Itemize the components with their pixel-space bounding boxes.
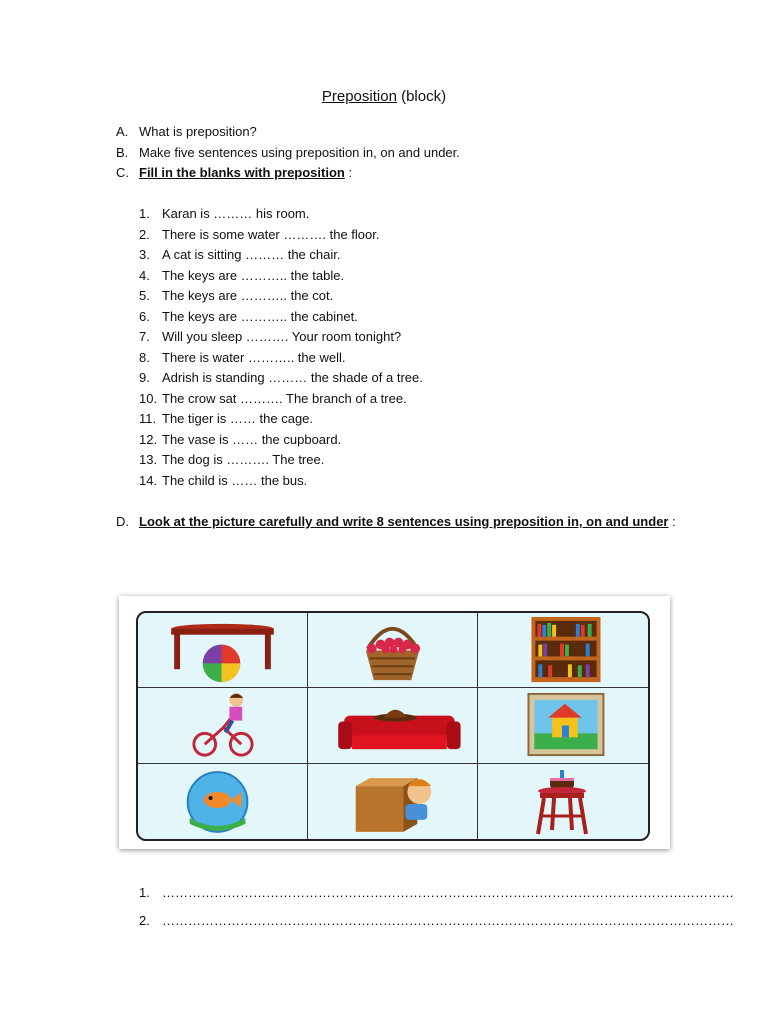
title-suffix: (block): [396, 88, 447, 105]
question-suffix: :: [344, 165, 353, 180]
fish-in-bowl-picture: [138, 764, 308, 839]
list-item: 12. The vase is …… the cupboard.: [139, 431, 342, 447]
picture-frame: [119, 596, 670, 849]
flowers-in-basket-picture: [308, 613, 478, 688]
question-text: What is preposition?: [139, 124, 257, 139]
child-on-tricycle-picture: [138, 688, 308, 764]
answer-line[interactable]: 1. ……………………………………………………………………………………………………………………: [139, 885, 734, 900]
question-text: Make five sentences using preposition in, on and under.: [139, 145, 460, 160]
answer-line[interactable]: 2. ……………………………………………………………………………………………………………………: [139, 913, 734, 928]
list-item: 11. The tiger is …… the cage.: [139, 411, 314, 426]
question-letter: A.: [116, 124, 129, 139]
list-item: 8. There is water ……….. the well.: [139, 349, 346, 365]
question-letter: B.: [116, 145, 129, 160]
list-item: 2. There is some water ………. the floor.: [139, 226, 380, 242]
question-a: [116, 123, 257, 141]
answer-lines: [139, 882, 734, 938]
list-item: 6. The keys are ……….. the cabinet.: [139, 308, 358, 324]
question-text: Look at the picture carefully and write 8 sentences using preposition in, on and under: [139, 514, 669, 529]
list-item: 10. The crow sat ………. The branch of a tree.: [139, 390, 407, 406]
fill-blanks-list: [139, 204, 423, 491]
painting-of-house-picture: [478, 688, 648, 764]
picture-grid: [136, 611, 650, 841]
page-title: [0, 88, 768, 105]
list-item: 3. A cat is sitting ……… the chair.: [139, 247, 341, 262]
list-item: 9. Adrish is standing ……… the shade of a tree.: [139, 370, 423, 385]
question-letter: D.: [116, 514, 129, 529]
ball-under-table-picture: [138, 613, 308, 688]
list-item: 5. The keys are ……….. the cot.: [139, 288, 334, 303]
title-main: Preposition: [321, 88, 397, 105]
hat-on-sofa-picture: [308, 688, 478, 764]
question-c: [116, 164, 352, 182]
question-b: [116, 144, 460, 162]
question-suffix: :: [668, 514, 676, 529]
boy-in-box-picture: [308, 764, 478, 839]
books-in-bookshelf-picture: [478, 613, 648, 688]
list-item: 13. The dog is ………. The tree.: [139, 452, 325, 467]
question-text: Fill in the blanks with preposition: [139, 165, 345, 180]
list-item: 1. Karan is ……… his room.: [139, 206, 310, 221]
list-item: 14. The child is …… the bus.: [139, 472, 308, 488]
question-letter: C.: [116, 165, 129, 180]
list-item: 7. Will you sleep ………. Your room tonight?: [139, 329, 402, 344]
question-d: [116, 511, 676, 532]
list-item: 4. The keys are ……….. the table.: [139, 267, 345, 283]
cake-on-stool-picture: [478, 764, 648, 839]
